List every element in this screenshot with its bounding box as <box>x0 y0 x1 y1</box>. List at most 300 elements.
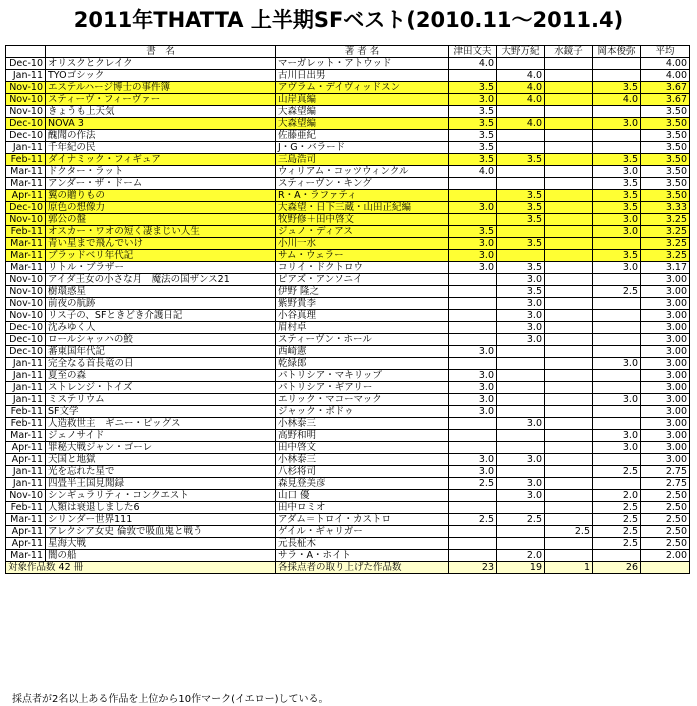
date-cell: Mar-11 <box>6 262 46 274</box>
date-cell: Apr-11 <box>6 538 46 550</box>
avg-cell: 3.50 <box>641 130 690 142</box>
author-cell: 田中ロミオ <box>276 502 449 514</box>
date-cell: Dec-10 <box>6 118 46 130</box>
score-cell <box>497 106 545 118</box>
score-cell <box>593 334 641 346</box>
date-cell: Jan-11 <box>6 370 46 382</box>
table-row <box>6 94 690 106</box>
table-row <box>6 382 690 394</box>
avg-cell: 3.00 <box>641 406 690 418</box>
book-cell: TYOゴシック <box>46 70 276 82</box>
table-row <box>6 502 690 514</box>
score-cell: 4.0 <box>593 94 641 106</box>
score-cell: 3.0 <box>449 202 497 214</box>
score-cell: 3.5 <box>449 130 497 142</box>
table-row <box>6 142 690 154</box>
date-cell: Apr-11 <box>6 526 46 538</box>
score-cell <box>545 442 593 454</box>
book-cell: 樹環惑星 <box>46 286 276 298</box>
score-cell: 3.0 <box>497 274 545 286</box>
book-cell: エステルハージ博士の事件簿 <box>46 82 276 94</box>
table-row <box>6 334 690 346</box>
footer-empty <box>641 562 690 574</box>
book-cell: きょうも上天気 <box>46 106 276 118</box>
score-cell <box>449 298 497 310</box>
table-row <box>6 406 690 418</box>
table-row <box>6 550 690 562</box>
score-cell <box>545 418 593 430</box>
score-cell: 2.5 <box>593 286 641 298</box>
score-cell: 3.0 <box>449 346 497 358</box>
book-cell: NOVA 3 <box>46 118 276 130</box>
score-cell <box>545 118 593 130</box>
score-cell <box>545 166 593 178</box>
score-cell <box>545 286 593 298</box>
date-cell: Feb-11 <box>6 418 46 430</box>
header-reviewer: 津田文夫 <box>449 46 497 58</box>
score-cell <box>545 322 593 334</box>
avg-cell: 3.00 <box>641 274 690 286</box>
author-cell: 眉村卓 <box>276 322 449 334</box>
score-cell: 3.0 <box>497 334 545 346</box>
author-cell: アダム＝トロイ・カストロ <box>276 514 449 526</box>
book-cell: ロールシャッハの鮫 <box>46 334 276 346</box>
avg-cell: 3.00 <box>641 298 690 310</box>
score-cell: 3.5 <box>497 202 545 214</box>
book-cell: シンギュラリティ・コンクエスト <box>46 490 276 502</box>
score-cell: 4.0 <box>449 58 497 70</box>
avg-cell: 2.50 <box>641 526 690 538</box>
score-cell <box>593 418 641 430</box>
table-row <box>6 250 690 262</box>
book-cell: オリスクとクレイク <box>46 58 276 70</box>
date-cell: Dec-10 <box>6 58 46 70</box>
author-cell: 牧野修＋田中啓文 <box>276 214 449 226</box>
table-row <box>6 82 690 94</box>
author-cell: サラ・A・ホイト <box>276 550 449 562</box>
score-cell <box>593 106 641 118</box>
score-cell: 2.5 <box>593 526 641 538</box>
avg-cell: 3.50 <box>641 178 690 190</box>
avg-cell: 3.50 <box>641 142 690 154</box>
author-cell: 古川日出男 <box>276 70 449 82</box>
score-cell <box>497 346 545 358</box>
score-cell: 4.0 <box>497 70 545 82</box>
score-cell <box>545 262 593 274</box>
score-cell <box>449 502 497 514</box>
table-row <box>6 526 690 538</box>
book-cell: 人造救世主 ギニー・ピッグス <box>46 418 276 430</box>
author-cell: ゲイル・ギャリガー <box>276 526 449 538</box>
header-reviewer: 水鏡子 <box>545 46 593 58</box>
author-cell: パトリシア・マキリップ <box>276 370 449 382</box>
score-cell <box>449 490 497 502</box>
score-cell <box>449 550 497 562</box>
author-cell: 乾緑郎 <box>276 358 449 370</box>
score-cell <box>545 346 593 358</box>
score-cell <box>545 70 593 82</box>
date-cell: Mar-11 <box>6 514 46 526</box>
table-row <box>6 454 690 466</box>
table-row <box>6 358 690 370</box>
avg-cell: 3.00 <box>641 322 690 334</box>
score-cell <box>497 166 545 178</box>
page-title: 2011年THATTA 上半期SFベスト(2010.11～2011.4) <box>73 8 624 32</box>
table-row <box>6 262 690 274</box>
footer-total-label: 対象作品数 42 冊 <box>6 562 276 574</box>
score-cell <box>545 430 593 442</box>
score-cell: 2.5 <box>449 514 497 526</box>
score-cell: 3.5 <box>449 118 497 130</box>
score-cell <box>593 310 641 322</box>
score-cell <box>497 358 545 370</box>
author-cell: 山口 優 <box>276 490 449 502</box>
table-row <box>6 118 690 130</box>
date-cell: Apr-11 <box>6 190 46 202</box>
table-row <box>6 154 690 166</box>
author-cell: 西崎憲 <box>276 346 449 358</box>
score-cell <box>545 154 593 166</box>
author-cell: 小林泰三 <box>276 454 449 466</box>
book-cell: オスカー・ワオの短く凄まじい人生 <box>46 226 276 238</box>
avg-cell: 3.50 <box>641 166 690 178</box>
author-cell: ジュノ・ディアス <box>276 226 449 238</box>
score-cell: 3.0 <box>497 454 545 466</box>
score-cell: 3.0 <box>497 418 545 430</box>
score-cell <box>545 238 593 250</box>
book-cell: 四畳半王国見聞録 <box>46 478 276 490</box>
score-cell <box>593 550 641 562</box>
book-cell: ダイナミック・フィギュア <box>46 154 276 166</box>
score-cell <box>545 274 593 286</box>
avg-cell: 3.00 <box>641 358 690 370</box>
date-cell: Nov-10 <box>6 310 46 322</box>
score-cell: 4.0 <box>497 94 545 106</box>
score-cell: 2.5 <box>593 466 641 478</box>
book-cell: 前夜の航跡 <box>46 298 276 310</box>
avg-cell: 3.25 <box>641 214 690 226</box>
avg-cell: 3.33 <box>641 202 690 214</box>
avg-cell: 2.50 <box>641 502 690 514</box>
score-cell <box>497 466 545 478</box>
score-cell <box>449 214 497 226</box>
author-cell: 高野和明 <box>276 430 449 442</box>
score-cell: 3.0 <box>593 442 641 454</box>
score-cell: 3.0 <box>593 358 641 370</box>
avg-cell: 4.00 <box>641 70 690 82</box>
author-cell: コリイ・ドクトロウ <box>276 262 449 274</box>
score-cell <box>545 190 593 202</box>
score-cell <box>545 142 593 154</box>
date-cell: Dec-10 <box>6 346 46 358</box>
avg-cell: 2.50 <box>641 514 690 526</box>
book-cell: 完全なる首長竜の日 <box>46 358 276 370</box>
footer-count: 19 <box>497 562 545 574</box>
date-cell: Mar-11 <box>6 166 46 178</box>
avg-cell: 3.00 <box>641 418 690 430</box>
table-row <box>6 166 690 178</box>
score-cell <box>593 274 641 286</box>
score-cell: 3.0 <box>449 262 497 274</box>
table-row <box>6 490 690 502</box>
score-cell <box>545 226 593 238</box>
date-cell: Nov-10 <box>6 274 46 286</box>
table-row <box>6 538 690 550</box>
score-cell: 3.0 <box>593 118 641 130</box>
date-cell: Feb-11 <box>6 502 46 514</box>
score-cell: 3.5 <box>449 154 497 166</box>
date-cell: Jan-11 <box>6 142 46 154</box>
book-cell: アンダー・ザ・ドーム <box>46 178 276 190</box>
table-row <box>6 370 690 382</box>
date-cell: Nov-10 <box>6 214 46 226</box>
book-cell: 青い星まで飛んでいけ <box>46 238 276 250</box>
footer-count: 26 <box>593 562 641 574</box>
footer-count: 1 <box>545 562 593 574</box>
score-cell <box>593 346 641 358</box>
table-row <box>6 202 690 214</box>
footer-row <box>6 562 690 574</box>
book-cell: 光を忘れた星で <box>46 466 276 478</box>
score-cell <box>545 310 593 322</box>
score-cell <box>593 70 641 82</box>
date-cell: Nov-10 <box>6 286 46 298</box>
table-row <box>6 190 690 202</box>
book-cell: アイダ王女の小さな月 魔法の国ザンス21 <box>46 274 276 286</box>
author-cell: 紫野貴李 <box>276 298 449 310</box>
date-cell: Nov-10 <box>6 490 46 502</box>
score-cell: 3.0 <box>593 166 641 178</box>
book-cell: 星海大戦 <box>46 538 276 550</box>
score-cell <box>593 382 641 394</box>
score-cell <box>545 466 593 478</box>
author-cell: 小谷真理 <box>276 310 449 322</box>
author-cell: R・A・ラファティ <box>276 190 449 202</box>
book-cell: ミステリウム <box>46 394 276 406</box>
score-cell <box>593 454 641 466</box>
score-cell: 3.0 <box>497 490 545 502</box>
author-cell: 佐藤亜紀 <box>276 130 449 142</box>
date-cell: Dec-10 <box>6 322 46 334</box>
date-cell: Dec-10 <box>6 334 46 346</box>
score-cell <box>497 406 545 418</box>
score-cell: 3.0 <box>449 238 497 250</box>
score-cell: 3.0 <box>449 466 497 478</box>
score-cell: 4.0 <box>449 166 497 178</box>
author-cell: 田中啓文 <box>276 442 449 454</box>
author-cell: 伊野 隆之 <box>276 286 449 298</box>
score-cell <box>497 382 545 394</box>
score-cell: 2.5 <box>593 538 641 550</box>
score-cell: 3.0 <box>497 298 545 310</box>
ratings-table <box>5 45 690 574</box>
score-cell: 3.5 <box>497 214 545 226</box>
avg-cell: 2.50 <box>641 538 690 550</box>
score-cell <box>497 250 545 262</box>
author-cell: ピアズ・アンソニイ <box>276 274 449 286</box>
avg-cell: 3.00 <box>641 454 690 466</box>
score-cell <box>545 550 593 562</box>
date-cell: Mar-11 <box>6 178 46 190</box>
book-cell: 原色の想像力 <box>46 202 276 214</box>
score-cell: 3.0 <box>497 322 545 334</box>
score-cell: 2.0 <box>497 550 545 562</box>
author-cell: 大森望編 <box>276 106 449 118</box>
author-cell: マーガレット・アトウッド <box>276 58 449 70</box>
score-cell <box>545 490 593 502</box>
table-row <box>6 478 690 490</box>
date-cell: Jan-11 <box>6 466 46 478</box>
score-cell <box>545 250 593 262</box>
book-cell: 罪秘大戦ジャン・ゴーレ <box>46 442 276 454</box>
score-cell: 3.0 <box>449 94 497 106</box>
date-cell: Apr-11 <box>6 454 46 466</box>
date-cell: Jan-11 <box>6 70 46 82</box>
book-cell: 郭公の盤 <box>46 214 276 226</box>
avg-cell: 3.67 <box>641 94 690 106</box>
score-cell: 3.5 <box>497 190 545 202</box>
score-cell: 3.0 <box>593 214 641 226</box>
score-cell: 3.0 <box>449 382 497 394</box>
book-cell: 闇の船 <box>46 550 276 562</box>
score-cell <box>497 394 545 406</box>
date-cell: Jan-11 <box>6 394 46 406</box>
author-cell: 小林泰三 <box>276 418 449 430</box>
score-cell: 2.5 <box>497 514 545 526</box>
date-cell: Mar-11 <box>6 430 46 442</box>
score-cell <box>545 370 593 382</box>
score-cell: 3.5 <box>449 106 497 118</box>
date-cell: Feb-11 <box>6 406 46 418</box>
avg-cell: 3.00 <box>641 430 690 442</box>
score-cell <box>497 430 545 442</box>
avg-cell: 2.75 <box>641 478 690 490</box>
score-cell: 3.5 <box>593 202 641 214</box>
author-cell: サム・ウェラー <box>276 250 449 262</box>
avg-cell: 3.00 <box>641 394 690 406</box>
score-cell <box>545 382 593 394</box>
header-reviewer: 岡本俊弥 <box>593 46 641 58</box>
author-cell: パトリシア・ギアリー <box>276 382 449 394</box>
table-row <box>6 70 690 82</box>
author-cell: 山岸真編 <box>276 94 449 106</box>
date-cell: Nov-10 <box>6 298 46 310</box>
book-cell: ブラッドベリ年代記 <box>46 250 276 262</box>
avg-cell: 3.00 <box>641 370 690 382</box>
book-cell: 天国と地獄 <box>46 454 276 466</box>
score-cell: 3.0 <box>449 250 497 262</box>
score-cell <box>497 130 545 142</box>
header-author: 著 者 名 <box>276 46 449 58</box>
author-cell: ウィリアム・コッツウィンクル <box>276 166 449 178</box>
date-cell: Nov-10 <box>6 94 46 106</box>
score-cell <box>545 130 593 142</box>
header-date <box>6 46 46 58</box>
book-cell: 千年紀の民 <box>46 142 276 154</box>
avg-cell: 3.17 <box>641 262 690 274</box>
avg-cell: 3.25 <box>641 250 690 262</box>
score-cell <box>545 298 593 310</box>
author-cell: スティーヴン・ホール <box>276 334 449 346</box>
score-cell: 2.0 <box>593 490 641 502</box>
score-cell: 3.5 <box>593 190 641 202</box>
avg-cell: 3.25 <box>641 238 690 250</box>
book-cell: SF文学 <box>46 406 276 418</box>
avg-cell: 2.50 <box>641 490 690 502</box>
score-cell: 3.5 <box>593 250 641 262</box>
score-cell: 3.0 <box>593 430 641 442</box>
table-row <box>6 514 690 526</box>
table-row <box>6 466 690 478</box>
score-cell <box>449 70 497 82</box>
avg-cell: 3.25 <box>641 226 690 238</box>
author-cell: 森見登美彦 <box>276 478 449 490</box>
author-cell: ジャック・ボドゥ <box>276 406 449 418</box>
book-cell: シリンダー世界111 <box>46 514 276 526</box>
score-cell <box>593 238 641 250</box>
avg-cell: 3.00 <box>641 442 690 454</box>
score-cell: 3.0 <box>593 226 641 238</box>
score-cell <box>545 214 593 226</box>
score-cell <box>497 442 545 454</box>
avg-cell: 4.00 <box>641 58 690 70</box>
score-cell: 3.5 <box>593 178 641 190</box>
score-cell <box>449 430 497 442</box>
date-cell: Mar-11 <box>6 550 46 562</box>
footer-count-label: 各採点者の取り上げた作品数 <box>276 562 449 574</box>
footer-count: 23 <box>449 562 497 574</box>
score-cell: 4.0 <box>497 82 545 94</box>
avg-cell: 3.50 <box>641 154 690 166</box>
table-row <box>6 286 690 298</box>
avg-cell: 3.00 <box>641 310 690 322</box>
avg-cell: 3.00 <box>641 382 690 394</box>
score-cell <box>545 202 593 214</box>
score-cell <box>497 226 545 238</box>
score-cell: 3.0 <box>497 478 545 490</box>
avg-cell: 3.50 <box>641 190 690 202</box>
score-cell <box>449 190 497 202</box>
author-cell: 元長柾木 <box>276 538 449 550</box>
table-row <box>6 106 690 118</box>
score-cell <box>545 106 593 118</box>
author-cell: 大森望・日下三蔵・山田正紀編 <box>276 202 449 214</box>
score-cell <box>497 142 545 154</box>
author-cell: エリック・マコーマック <box>276 394 449 406</box>
book-cell: リス子の、SFときどき介護日記 <box>46 310 276 322</box>
date-cell: Dec-10 <box>6 202 46 214</box>
table-row <box>6 346 690 358</box>
author-cell: 小川一水 <box>276 238 449 250</box>
author-cell: J・G・バラード <box>276 142 449 154</box>
score-cell: 2.5 <box>449 478 497 490</box>
score-cell <box>545 82 593 94</box>
score-cell <box>497 178 545 190</box>
score-cell <box>593 130 641 142</box>
score-cell <box>545 58 593 70</box>
score-cell <box>497 502 545 514</box>
score-cell: 3.5 <box>497 154 545 166</box>
score-cell <box>449 334 497 346</box>
score-cell <box>545 334 593 346</box>
date-cell: Feb-11 <box>6 226 46 238</box>
book-cell: 人類は衰退しました6 <box>46 502 276 514</box>
score-cell <box>545 94 593 106</box>
date-cell: Mar-11 <box>6 250 46 262</box>
avg-cell: 3.67 <box>641 82 690 94</box>
score-cell <box>449 442 497 454</box>
score-cell: 3.0 <box>449 406 497 418</box>
